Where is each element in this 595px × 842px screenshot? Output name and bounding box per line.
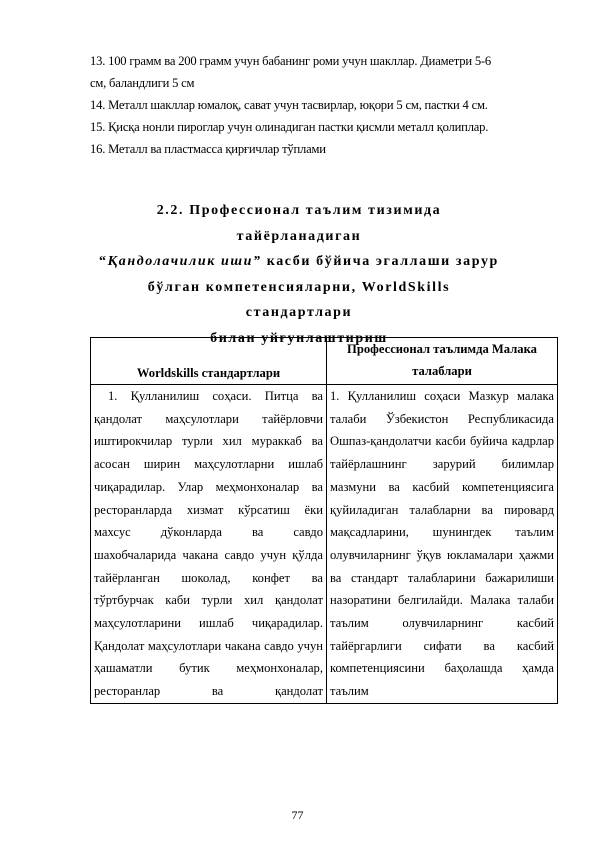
list-item: 16. Металл ва пластмасса қирғичлар тўплами <box>90 142 326 156</box>
heading-quote: “ <box>99 254 108 269</box>
list-item: 14. Металл шакллар юмалоқ, сават учун тасвирлар, юқори 5 см, пастки 4 см. <box>90 98 488 112</box>
list-item: 13. 100 грамм ва 200 грамм учун бабанинг роми учун шакллар. Диаметри 5-6 <box>90 54 492 68</box>
qualification-cell: 1. Қулланилиш соҳаси Мазкур малака талаби Ўзбекистон Республикасида Ошпаз-қандолатчи касби буйича кадрлар тайёрлашнинг зарурий билимлар мазмуни ва касбий компетенциясига қуйиладиган талабларни ва пировард мақсадларини, шунингдек таълим олувчиларнинг ўқув юкламалари ҳажми ва стандарт талабларини бажарилиши назоратини белгилайди. Малака талаби таълим олувчиларнинг касбий тайёргарлиги сифати ва касбий компетенциясини баҳолашда ҳамда таълим <box>327 385 558 704</box>
header-worldskills: Worldskills стандартлари <box>91 338 327 385</box>
heading-line-2-rest: касби бўйича эгаллаши зарур <box>261 254 499 269</box>
heading-line-2 <box>96 249 502 275</box>
heading-line-1: 2.2. Профессионал таълим тизимида тайёрланадиган <box>156 203 442 244</box>
table-header-row <box>91 338 558 385</box>
list-item: 15. Қисқа нонли пироглар учун олинадиган пастки қисмли металл қолиплар. <box>90 120 489 134</box>
section-heading <box>96 198 502 351</box>
heading-italic: Қандолачилик иши” <box>107 254 262 269</box>
equipment-list <box>90 50 570 160</box>
table-row <box>91 385 558 704</box>
list-item: см, баландлиги 5 см <box>90 76 195 90</box>
comparison-table <box>90 337 558 704</box>
heading-line-3: бўлган компетенсияларни, WorldSkills стандартлари <box>147 279 451 320</box>
heading-line-4: билан уйғунлаштириш <box>210 330 388 346</box>
page-number: 77 <box>291 808 304 822</box>
worldskills-cell: 1. Қулланилиш соҳаси. Питца ва қандолат маҳсулотлари тайёрловчи иштирокчилар турли хил мураккаб ва асосан ширин маҳсулотларни ишлаб чиқарадилар. Улар меҳмонхоналар ва ресторанларда хизмат кўрсатиш ёки махсус дўконларда ва савдо шахобчаларида чакана савдо учун қўлда тайёрланган шоколад, конфет ва тўртбурчак каби турли хил қандолат маҳсулотларини ишлаб чиқарадилар. Қандолат маҳсулотлари чакана савдо учун ҳашаматли бутик меҳмонхоналар, ресторанлар ва қандолат <box>91 385 327 704</box>
header-qualification: Профессионал таълимда Малака талаблари <box>327 338 558 385</box>
